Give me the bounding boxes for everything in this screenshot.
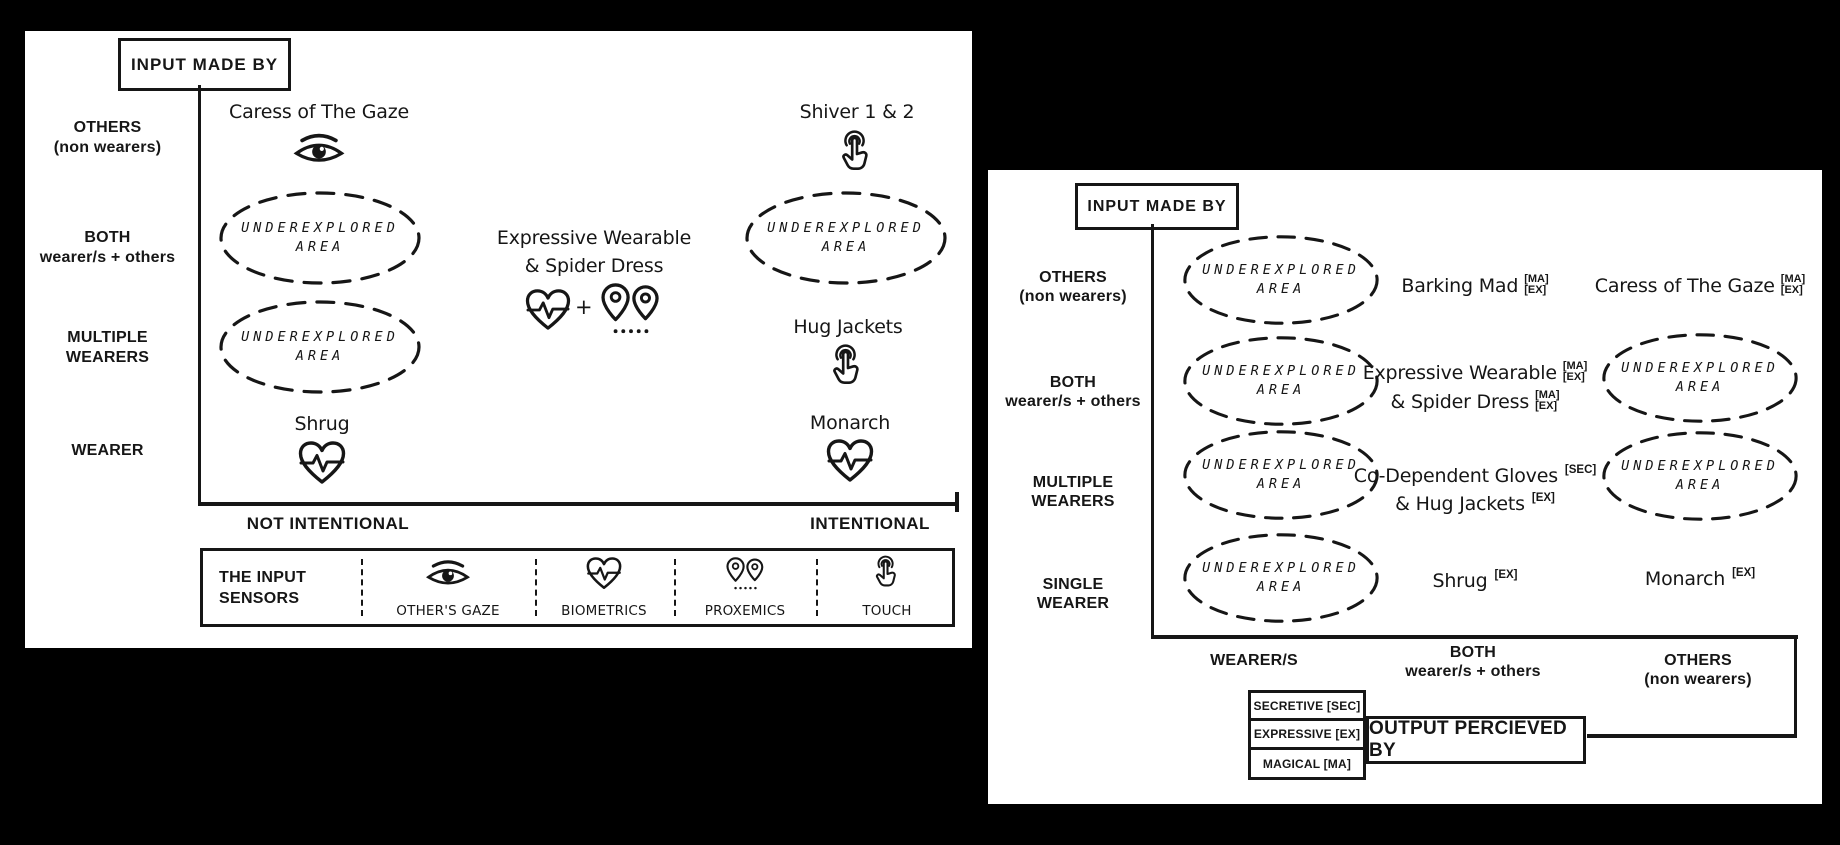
codependent-gloves-cell-line2: & Hug Jackets [EX]: [1395, 492, 1555, 515]
underexplored-area-wearers-multiple: UNDEREXPLORED AREA: [1181, 427, 1381, 523]
output-badges: [MA] [EX]: [1780, 272, 1806, 296]
output-badge: [EX]: [1732, 567, 1756, 579]
x-axis-end-tick: [955, 492, 959, 512]
input-sensors-legend: [200, 548, 955, 627]
underexplored-area-multiple-left: UNDEREXPLORED AREA: [217, 297, 423, 397]
shrug-cell: Shrug [EX]: [1432, 569, 1518, 592]
caress-of-the-gaze-cell: Caress of The Gaze [MA] [EX]: [1594, 272, 1806, 297]
heart-pulse-icon: [525, 289, 571, 331]
input-output-matrix-panel: [988, 170, 1822, 804]
input-sensors-title: THE INPUT SENSORS: [219, 568, 307, 607]
row-label-multiple-wearers: MULTIPLE WEARERS: [1031, 474, 1115, 510]
expressive-wearable-label: Expressive Wearable & Spider Dress: [496, 227, 692, 277]
heart-pulse-icon: [298, 441, 346, 485]
expressive-wearable-cell-line1: Expressive Wearable [MA] [EX]: [1362, 359, 1588, 384]
monarch-label: Monarch: [809, 412, 891, 434]
output-perceived-by-title: [1366, 716, 1586, 764]
sensor-others-gaze: OTHER'S GAZE: [378, 557, 518, 619]
underexplored-area-wearers-both: UNDEREXPLORED AREA: [1181, 333, 1381, 429]
output-badge: [SEC]: [1564, 464, 1597, 476]
shiver-label: Shiver 1 & 2: [799, 101, 915, 123]
row-label-others: OTHERS (non wearers): [1019, 269, 1127, 305]
sensor-proxemics: PROXEMICS: [675, 557, 815, 619]
touch-icon: [837, 130, 877, 178]
row-label-wearer: WEARER: [71, 442, 144, 459]
output-badges: [MA] [EX]: [1535, 388, 1560, 412]
output-badges: [MA] [EX]: [1562, 359, 1588, 383]
row-label-both: BOTH wearer/s + others: [1005, 374, 1141, 410]
touch-icon: [828, 344, 868, 392]
legend-expressive: EXPRESSIVE [EX]: [1248, 718, 1366, 750]
pins-icon: [725, 557, 766, 592]
x-axis-line: [1151, 635, 1798, 639]
output-badge: [EX]: [1531, 492, 1555, 504]
input-made-by-title: [118, 38, 291, 91]
underexplored-area-wearers-single: UNDEREXPLORED AREA: [1181, 530, 1381, 626]
touch-icon: [872, 555, 903, 593]
output-badges: [MA] [EX]: [1524, 272, 1549, 296]
column-label-others: OTHERS (non wearers): [1644, 652, 1752, 688]
plus-sign: +: [575, 295, 593, 319]
input-intentionality-matrix-panel: [25, 31, 972, 648]
sensor-touch: TOUCH: [817, 555, 957, 619]
axis-label-intentional: INTENTIONAL: [810, 514, 930, 533]
expressive-wearable-cell-line2: & Spider Dress [MA] [EX]: [1390, 388, 1560, 413]
underexplored-area-others-multiple: UNDEREXPLORED AREA: [1600, 428, 1800, 524]
heart-pulse-icon: [586, 557, 622, 590]
legend-secretive: SECRETIVE [SEC]: [1248, 690, 1366, 721]
caress-of-the-gaze-label: Caress of The Gaze: [229, 101, 409, 123]
column-label-both: BOTH wearer/s + others: [1405, 644, 1541, 680]
x-axis-line: [198, 502, 958, 506]
input-made-by-label: INPUT MADE BY: [1087, 197, 1227, 215]
row-label-others: OTHERS (non wearers): [53, 119, 162, 156]
shrug-label: Shrug: [294, 413, 350, 435]
hug-jackets-label: Hug Jackets: [793, 316, 903, 338]
pins-icon: [599, 283, 663, 337]
output-badge: [EX]: [1494, 569, 1518, 581]
axis-label-not-intentional: NOT INTENTIONAL: [246, 514, 410, 533]
eye-icon: [293, 130, 345, 167]
underexplored-area-wearers-others: UNDEREXPLORED AREA: [1181, 232, 1381, 328]
row-label-multiple-wearers: MULTIPLE WEARERS: [65, 329, 150, 366]
column-label-wearers: WEARER/S: [1210, 652, 1298, 669]
legend-divider: [361, 559, 363, 616]
sensor-biometrics: BIOMETRICS: [534, 557, 674, 619]
underexplored-area-others-both: UNDEREXPLORED AREA: [1600, 330, 1800, 426]
codependent-gloves-cell-line1: Co-Dependent Gloves [SEC]: [1353, 464, 1597, 487]
eye-icon: [425, 557, 471, 589]
input-made-by-label: INPUT MADE BY: [130, 54, 279, 74]
input-made-by-title: [1075, 183, 1239, 230]
barking-mad-cell: Barking Mad [MA] [EX]: [1401, 272, 1549, 297]
heart-pulse-icon: [826, 439, 874, 483]
output-connector-horizontal: [1587, 734, 1797, 738]
underexplored-area-both-left: UNDEREXPLORED AREA: [217, 188, 423, 288]
row-label-single-wearer: SINGLE WEARER: [1036, 576, 1110, 612]
monarch-cell: Monarch [EX]: [1644, 567, 1756, 590]
row-label-both: BOTH wearer/s + others: [39, 229, 176, 266]
y-axis-line: [198, 85, 201, 505]
output-perceived-by-label: OUTPUT PERCIEVED BY: [1369, 718, 1567, 761]
legend-magical: MAGICAL [MA]: [1248, 747, 1366, 780]
underexplored-area-both-right: UNDEREXPLORED AREA: [743, 188, 949, 288]
